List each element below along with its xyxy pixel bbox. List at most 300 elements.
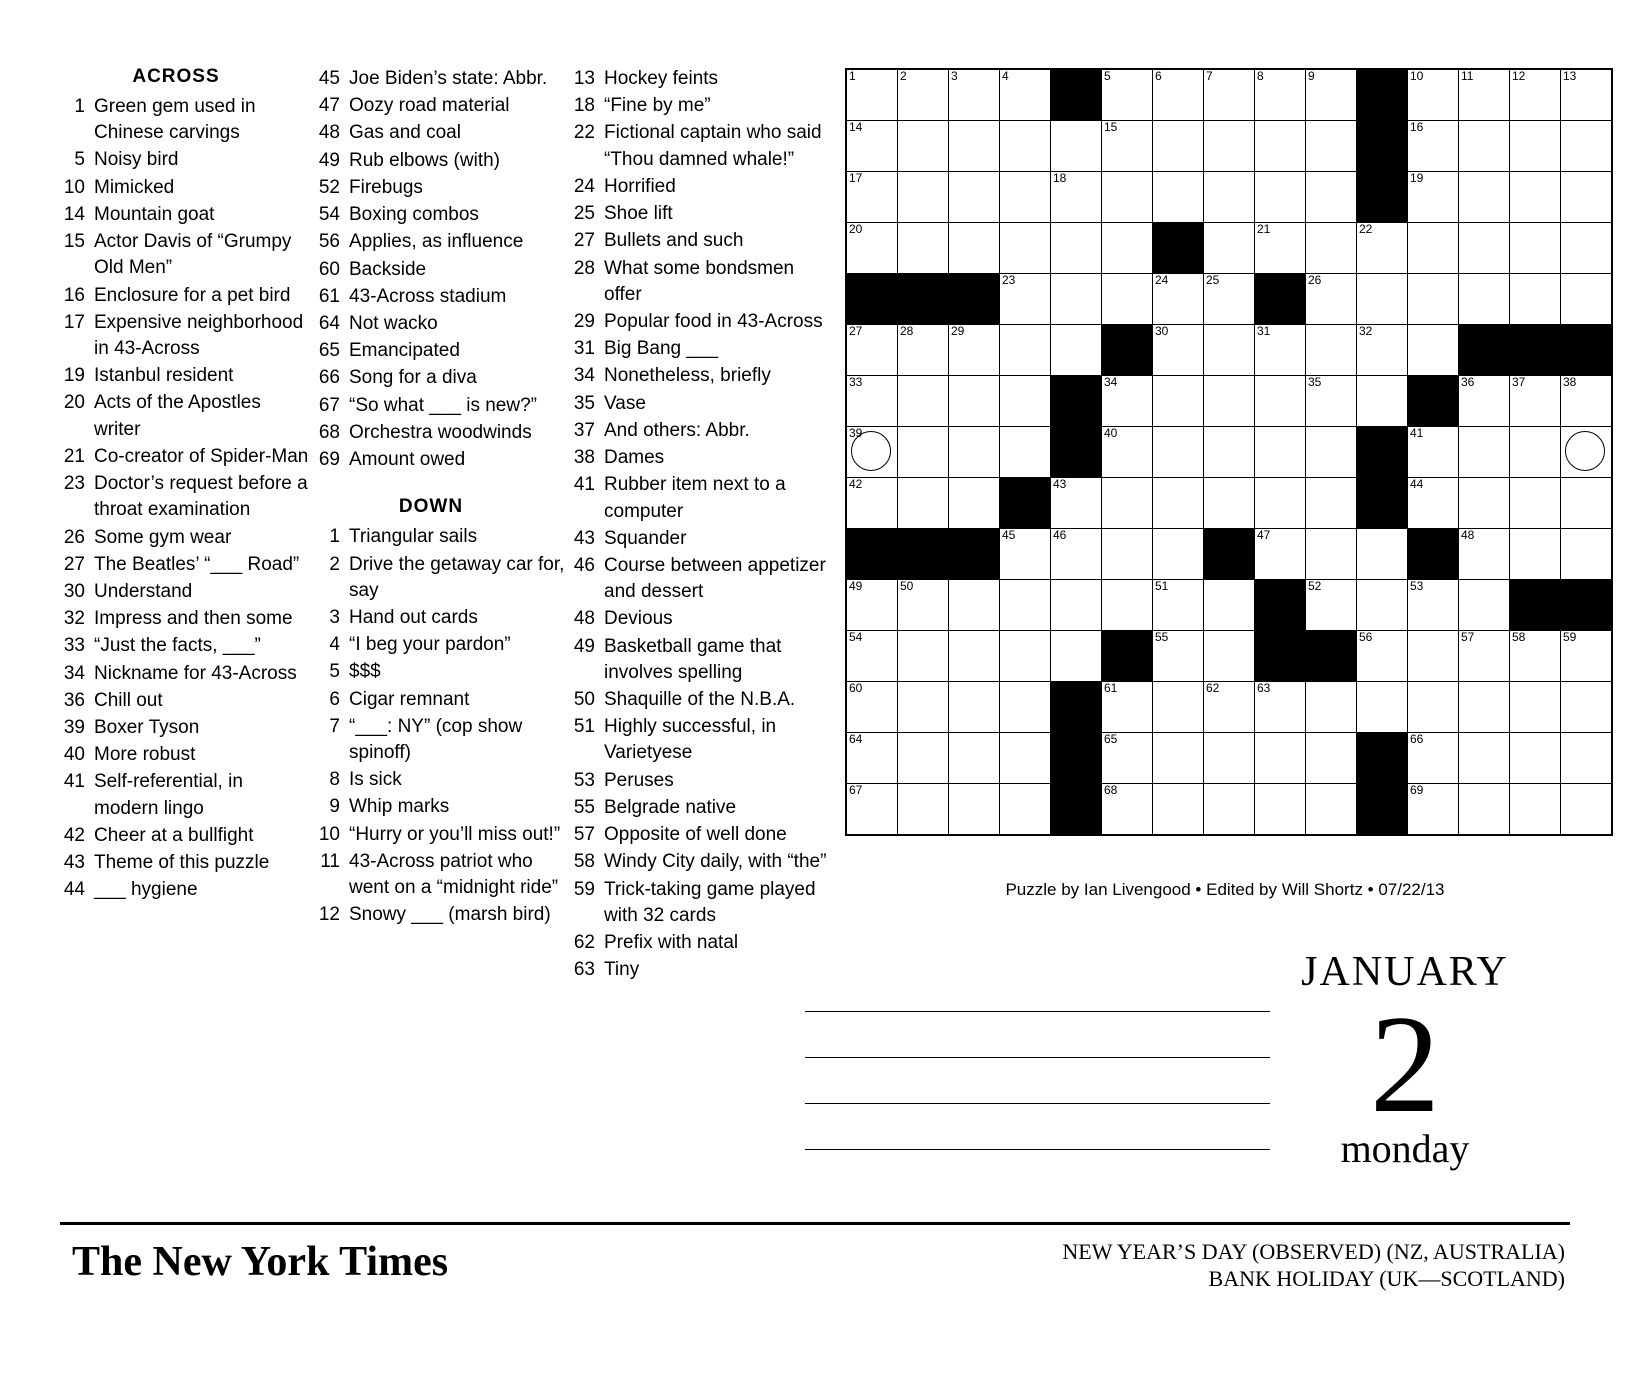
grid-cell[interactable] [1357, 580, 1408, 631]
clue-item[interactable] [315, 338, 565, 364]
clue-item[interactable] [60, 94, 310, 146]
grid-cell[interactable] [949, 682, 1000, 733]
grid-cell[interactable] [1000, 733, 1051, 784]
grid-cell[interactable] [1459, 69, 1510, 121]
grid-cell[interactable] [846, 580, 898, 631]
grid-cell[interactable] [949, 427, 1000, 478]
grid-cell[interactable] [1051, 274, 1102, 325]
grid-cell[interactable] [949, 580, 1000, 631]
grid-cell[interactable] [846, 682, 898, 733]
grid-cell[interactable] [1102, 274, 1153, 325]
grid-cell[interactable] [1153, 733, 1204, 784]
clue-item[interactable] [60, 390, 310, 442]
grid-cell[interactable] [1306, 478, 1357, 529]
clue-item[interactable] [570, 768, 830, 794]
grid-cell[interactable] [1306, 69, 1357, 121]
grid-cell[interactable] [1459, 274, 1510, 325]
grid-cell[interactable] [1102, 478, 1153, 529]
grid-cell[interactable] [846, 223, 898, 274]
clue-item[interactable] [315, 175, 565, 201]
grid-cell[interactable] [1510, 69, 1561, 121]
clue-item[interactable] [60, 525, 310, 551]
grid-cell[interactable] [1204, 69, 1255, 121]
grid-row [846, 784, 1612, 836]
clue-item[interactable] [60, 769, 310, 821]
clue-item[interactable] [315, 632, 565, 658]
grid-cell[interactable] [1153, 682, 1204, 733]
clue-item[interactable] [315, 552, 565, 604]
grid-cell[interactable] [949, 784, 1000, 836]
clue-item[interactable] [315, 284, 565, 310]
clue-item[interactable] [60, 661, 310, 687]
grid-cell[interactable] [1408, 478, 1459, 529]
grid-cell[interactable] [846, 478, 898, 529]
grid-cell[interactable] [1102, 121, 1153, 172]
clue-item[interactable] [315, 93, 565, 119]
grid-cell[interactable] [1561, 478, 1613, 529]
grid-cell[interactable] [1459, 478, 1510, 529]
grid-cell-number: 11 [1461, 69, 1474, 83]
grid-cell[interactable] [1561, 529, 1613, 580]
grid-cell[interactable] [1000, 274, 1051, 325]
grid-cell[interactable] [1510, 274, 1561, 325]
clue-item[interactable] [315, 902, 565, 928]
clue-item[interactable] [570, 445, 830, 471]
clue-item[interactable] [315, 365, 565, 391]
clue-item[interactable] [315, 767, 565, 793]
grid-cell[interactable] [1306, 325, 1357, 376]
grid-cell[interactable] [1000, 784, 1051, 836]
grid-cell[interactable] [1408, 580, 1459, 631]
grid-cell-number: 15 [1104, 120, 1118, 134]
clue-item[interactable] [570, 930, 830, 956]
grid-cell[interactable] [1510, 427, 1561, 478]
grid-cell[interactable] [1102, 427, 1153, 478]
grid-cell[interactable] [898, 580, 949, 631]
grid-cell[interactable] [898, 69, 949, 121]
grid-cell[interactable] [1510, 682, 1561, 733]
clue-item[interactable] [570, 201, 830, 227]
clue-item[interactable] [60, 606, 310, 632]
grid-cell[interactable] [1102, 733, 1153, 784]
clue-item[interactable] [315, 257, 565, 283]
grid-cell[interactable] [1510, 172, 1561, 223]
grid-cell[interactable] [1102, 529, 1153, 580]
clue-item[interactable] [315, 202, 565, 228]
grid-cell[interactable] [1255, 478, 1306, 529]
grid-cell[interactable] [1255, 69, 1306, 121]
clue-text: Gas and coal [349, 122, 461, 144]
grid-cell[interactable] [1000, 376, 1051, 427]
grid-cell[interactable] [1204, 223, 1255, 274]
grid-cell[interactable] [1000, 682, 1051, 733]
grid-cell[interactable] [1153, 478, 1204, 529]
grid-cell[interactable] [1357, 325, 1408, 376]
grid-cell[interactable] [1153, 274, 1204, 325]
grid-cell[interactable] [1102, 376, 1153, 427]
grid-cell[interactable] [1153, 427, 1204, 478]
clue-item[interactable] [570, 687, 830, 713]
clue-number: 12 [318, 904, 340, 926]
grid-cell[interactable] [898, 478, 949, 529]
grid-cell[interactable] [1357, 376, 1408, 427]
clue-item[interactable] [60, 229, 310, 281]
grid-cell[interactable] [1408, 631, 1459, 682]
clue-item[interactable] [315, 148, 565, 174]
clue-item[interactable] [60, 471, 310, 523]
clue-number: 41 [63, 771, 85, 793]
clue-item[interactable] [60, 552, 310, 578]
grid-cell[interactable] [949, 69, 1000, 121]
clue-item[interactable] [315, 311, 565, 337]
grid-cell[interactable] [1408, 682, 1459, 733]
grid-cell[interactable] [1408, 427, 1459, 478]
grid-cell[interactable] [949, 121, 1000, 172]
grid-cell[interactable] [1102, 580, 1153, 631]
grid-cell[interactable] [1204, 121, 1255, 172]
grid-cell[interactable] [1459, 631, 1510, 682]
grid-cell-number: 43 [1053, 477, 1067, 491]
grid-cell[interactable] [1357, 529, 1408, 580]
clue-text: Some gym wear [94, 526, 232, 548]
grid-cell[interactable] [1102, 784, 1153, 836]
grid-cell[interactable] [1357, 682, 1408, 733]
grid-cell[interactable] [1306, 274, 1357, 325]
clue-item[interactable] [315, 687, 565, 713]
grid-cell-number: 31 [1257, 324, 1271, 338]
clue-item[interactable] [315, 120, 565, 146]
grid-cell[interactable] [898, 427, 949, 478]
grid-cell[interactable] [1255, 223, 1306, 274]
clue-item[interactable] [315, 849, 565, 901]
clue-item[interactable] [60, 363, 310, 389]
grid-cell[interactable] [1000, 325, 1051, 376]
grid-cell[interactable] [1408, 325, 1459, 376]
grid-cell[interactable] [1255, 733, 1306, 784]
grid-cell[interactable] [1561, 274, 1613, 325]
clue-item[interactable] [570, 849, 830, 875]
clue-item[interactable] [315, 229, 565, 255]
clue-item[interactable] [570, 309, 830, 335]
grid-cell[interactable] [898, 223, 949, 274]
grid-cell[interactable] [846, 427, 898, 478]
grid-cell[interactable] [1306, 223, 1357, 274]
grid-cell[interactable] [898, 682, 949, 733]
grid-cell[interactable] [1255, 784, 1306, 836]
clue-item[interactable] [570, 553, 830, 605]
clue-text: ___ hygiene [94, 879, 198, 901]
grid-cell[interactable] [1561, 223, 1613, 274]
grid-cell[interactable] [949, 172, 1000, 223]
grid-cell[interactable] [1306, 427, 1357, 478]
grid-cell[interactable] [949, 325, 1000, 376]
clue-item[interactable] [60, 877, 310, 903]
grid-cell[interactable] [1000, 69, 1051, 121]
grid-cell[interactable] [1306, 529, 1357, 580]
grid-cell[interactable] [1051, 529, 1102, 580]
grid-cell[interactable] [1255, 172, 1306, 223]
clue-item[interactable] [315, 822, 565, 848]
grid-cell[interactable] [1153, 580, 1204, 631]
grid-cell[interactable] [898, 376, 949, 427]
grid-cell[interactable] [1153, 69, 1204, 121]
clue-item[interactable] [570, 228, 830, 254]
grid-cell[interactable] [1561, 376, 1613, 427]
clue-item[interactable] [315, 659, 565, 685]
grid-cell[interactable] [846, 325, 898, 376]
grid-cell[interactable] [898, 784, 949, 836]
grid-cell[interactable] [1306, 121, 1357, 172]
grid-cell[interactable] [1000, 631, 1051, 682]
grid-cell[interactable] [1153, 376, 1204, 427]
grid-cell[interactable] [1357, 631, 1408, 682]
clue-item[interactable] [315, 420, 565, 446]
clue-item[interactable] [60, 715, 310, 741]
grid-cell[interactable] [949, 223, 1000, 274]
clue-item[interactable] [60, 283, 310, 309]
grid-cell[interactable] [1408, 121, 1459, 172]
grid-cell[interactable] [1153, 121, 1204, 172]
grid-cell[interactable] [1102, 69, 1153, 121]
grid-cell[interactable] [898, 631, 949, 682]
clue-text: The Beatles’ “___ Road” [94, 553, 300, 575]
grid-cell[interactable] [1000, 223, 1051, 274]
clue-text: Opposite of well done [604, 824, 787, 846]
grid-cell[interactable] [846, 733, 898, 784]
clue-item[interactable] [570, 256, 830, 308]
clue-item[interactable] [570, 174, 830, 200]
grid-cell[interactable] [1408, 274, 1459, 325]
grid-cell[interactable] [1204, 580, 1255, 631]
grid-cell[interactable] [846, 631, 898, 682]
grid-cell[interactable] [1510, 784, 1561, 836]
grid-cell[interactable] [1204, 172, 1255, 223]
grid-cell[interactable] [846, 69, 898, 121]
grid-cell[interactable] [1153, 784, 1204, 836]
grid-cell[interactable] [1153, 529, 1204, 580]
clue-item[interactable] [60, 310, 310, 362]
clue-item[interactable] [570, 472, 830, 524]
grid-cell[interactable] [1204, 631, 1255, 682]
grid-cell[interactable] [1459, 784, 1510, 836]
grid-cell[interactable] [1459, 580, 1510, 631]
clue-item[interactable] [570, 66, 830, 92]
clue-item[interactable] [315, 605, 565, 631]
clue-text: Mimicked [94, 176, 175, 198]
clue-item[interactable] [60, 147, 310, 173]
clue-item[interactable] [570, 363, 830, 389]
grid-cell[interactable] [1204, 274, 1255, 325]
grid-cell[interactable] [1051, 478, 1102, 529]
grid-cell[interactable] [846, 376, 898, 427]
clue-text: Devious [604, 608, 673, 630]
clue-item[interactable] [570, 391, 830, 417]
grid-cell[interactable] [1051, 631, 1102, 682]
clue-item[interactable] [570, 957, 830, 983]
grid-cell[interactable] [1306, 172, 1357, 223]
clue-item[interactable] [315, 524, 565, 550]
grid-cell[interactable] [1357, 223, 1408, 274]
clue-text: Horrified [604, 175, 676, 197]
grid-cell[interactable] [1153, 631, 1204, 682]
grid-cell[interactable] [1051, 172, 1102, 223]
grid-cell[interactable] [1255, 121, 1306, 172]
grid-cell[interactable] [949, 733, 1000, 784]
clue-item[interactable] [60, 850, 310, 876]
grid-cell[interactable] [1459, 376, 1510, 427]
clue-text: Backside [349, 258, 427, 280]
grid-cell[interactable] [1459, 223, 1510, 274]
grid-cell[interactable] [1204, 376, 1255, 427]
grid-cell[interactable] [898, 121, 949, 172]
grid-cell[interactable] [1561, 682, 1613, 733]
grid-cell[interactable] [1051, 121, 1102, 172]
grid-cell[interactable] [1561, 631, 1613, 682]
clue-number: 19 [63, 365, 85, 387]
clue-item[interactable] [60, 579, 310, 605]
clue-number: 5 [74, 149, 85, 171]
clue-item[interactable] [315, 393, 565, 419]
clue-item[interactable] [60, 742, 310, 768]
grid-cell[interactable] [1000, 580, 1051, 631]
clue-item[interactable] [570, 93, 830, 119]
grid-cell[interactable] [1204, 682, 1255, 733]
grid-cell[interactable] [1561, 733, 1613, 784]
grid-block [1051, 733, 1102, 784]
grid-cell[interactable] [1561, 427, 1613, 478]
clue-number: 17 [63, 311, 85, 333]
clue-item[interactable] [60, 688, 310, 714]
clue-item[interactable] [60, 202, 310, 228]
clue-item[interactable] [570, 634, 830, 686]
grid-cell[interactable] [1459, 172, 1510, 223]
grid-cell[interactable] [1153, 325, 1204, 376]
grid-cell[interactable] [1102, 682, 1153, 733]
grid-cell[interactable] [1306, 784, 1357, 836]
clue-item[interactable] [570, 822, 830, 848]
clue-number: 27 [573, 230, 595, 252]
crossword-grid[interactable] [845, 68, 1613, 836]
grid-cell[interactable] [1510, 478, 1561, 529]
clue-item[interactable] [60, 444, 310, 470]
grid-cell[interactable] [1204, 733, 1255, 784]
grid-cell[interactable] [1459, 427, 1510, 478]
grid-cell[interactable] [1255, 376, 1306, 427]
grid-cell-number: 68 [1104, 783, 1118, 797]
grid-cell[interactable] [1510, 733, 1561, 784]
grid-cell[interactable] [1255, 682, 1306, 733]
grid-cell[interactable] [1510, 223, 1561, 274]
grid-cell[interactable] [949, 631, 1000, 682]
grid-cell[interactable] [1510, 376, 1561, 427]
clue-item[interactable] [570, 526, 830, 552]
grid-cell[interactable] [1051, 580, 1102, 631]
grid-cell[interactable] [846, 121, 898, 172]
clue-item[interactable] [60, 175, 310, 201]
grid-cell[interactable] [1204, 784, 1255, 836]
clue-item[interactable] [60, 633, 310, 659]
clue-number: 32 [63, 608, 85, 630]
grid-cell[interactable] [949, 478, 1000, 529]
grid-cell[interactable] [1255, 529, 1306, 580]
grid-cell[interactable] [1510, 121, 1561, 172]
grid-cell[interactable] [1357, 274, 1408, 325]
grid-cell[interactable] [1306, 376, 1357, 427]
grid-cell[interactable] [1561, 121, 1613, 172]
grid-cell[interactable] [1051, 223, 1102, 274]
grid-cell[interactable] [1153, 172, 1204, 223]
grid-cell[interactable] [1561, 172, 1613, 223]
grid-cell[interactable] [1510, 631, 1561, 682]
grid-cell[interactable] [1204, 478, 1255, 529]
grid-cell[interactable] [1204, 325, 1255, 376]
clue-item[interactable] [570, 714, 830, 766]
across-heading: ACROSS [132, 66, 220, 87]
clue-item[interactable] [570, 418, 830, 444]
grid-cell[interactable] [1459, 733, 1510, 784]
grid-cell[interactable] [1102, 172, 1153, 223]
clue-item[interactable] [60, 823, 310, 849]
grid-cell[interactable] [1408, 172, 1459, 223]
grid-cell-number: 38 [1563, 375, 1577, 389]
grid-cell[interactable] [1000, 427, 1051, 478]
grid-cell[interactable] [1102, 223, 1153, 274]
grid-cell[interactable] [1255, 325, 1306, 376]
grid-cell[interactable] [1459, 121, 1510, 172]
grid-cell[interactable] [1000, 121, 1051, 172]
grid-cell[interactable] [1408, 69, 1459, 121]
grid-cell-number: 47 [1257, 528, 1271, 542]
grid-cell[interactable] [846, 172, 898, 223]
grid-cell[interactable] [1459, 529, 1510, 580]
grid-cell[interactable] [949, 376, 1000, 427]
clue-item[interactable] [315, 794, 565, 820]
grid-cell[interactable] [898, 325, 949, 376]
grid-cell[interactable] [1408, 784, 1459, 836]
grid-cell[interactable] [1459, 682, 1510, 733]
clue-item[interactable] [570, 120, 830, 172]
grid-cell[interactable] [1561, 69, 1613, 121]
clue-item[interactable] [570, 606, 830, 632]
grid-cell[interactable] [1204, 427, 1255, 478]
clue-item[interactable] [570, 877, 830, 929]
grid-cell[interactable] [898, 172, 949, 223]
grid-cell[interactable] [1051, 325, 1102, 376]
clue-item[interactable] [315, 66, 565, 92]
grid-cell[interactable] [1000, 529, 1051, 580]
grid-cell[interactable] [1306, 580, 1357, 631]
holiday-notes [1062, 1238, 1565, 1292]
grid-cell[interactable] [1408, 223, 1459, 274]
grid-cell[interactable] [1306, 682, 1357, 733]
grid-cell-number: 58 [1512, 630, 1526, 644]
grid-cell-circle [851, 431, 891, 471]
grid-cell[interactable] [1255, 427, 1306, 478]
clue-item[interactable] [315, 447, 565, 473]
grid-cell[interactable] [1000, 172, 1051, 223]
grid-cell[interactable] [1561, 784, 1613, 836]
grid-cell[interactable] [1510, 529, 1561, 580]
clue-item[interactable] [570, 795, 830, 821]
grid-cell[interactable] [846, 784, 898, 836]
grid-cell[interactable] [898, 733, 949, 784]
crossword-grid-table[interactable] [845, 68, 1613, 836]
grid-cell[interactable] [1408, 733, 1459, 784]
clue-item[interactable] [315, 714, 565, 766]
grid-cell[interactable] [1306, 733, 1357, 784]
clue-item[interactable] [570, 336, 830, 362]
grid-cell-number: 30 [1155, 324, 1169, 338]
